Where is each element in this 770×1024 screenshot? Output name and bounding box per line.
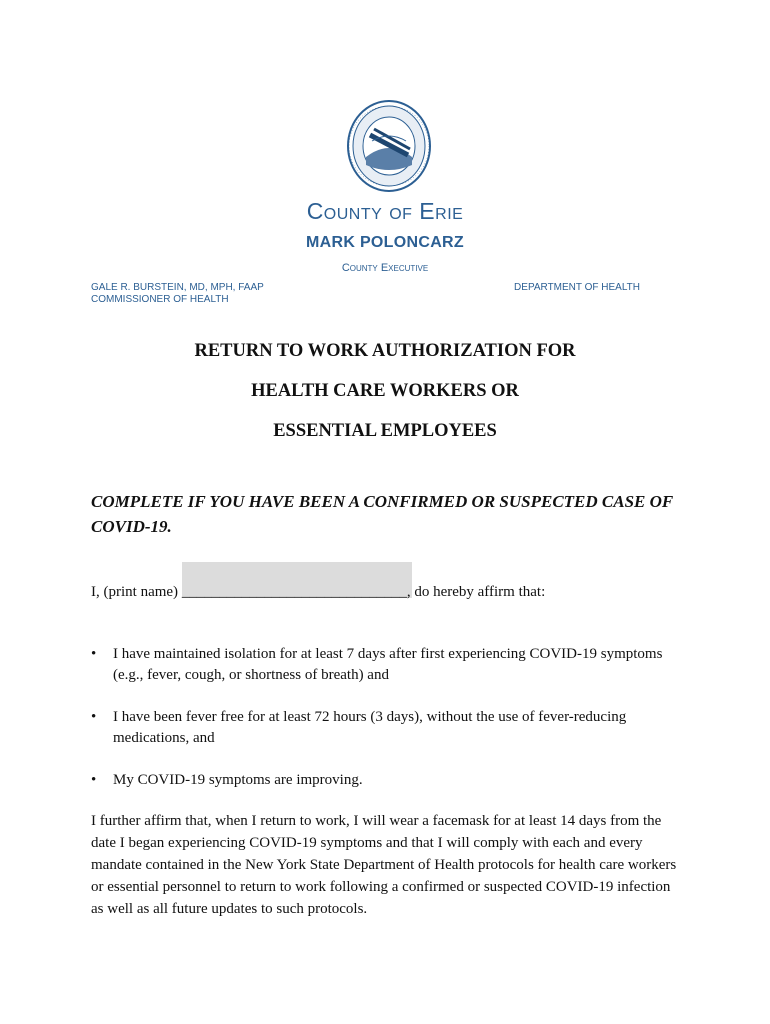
list-item-text: I have maintained isolation for at least 7 days after first experiencing COVID-19 symptoms (e.g., fever, cough, or shortness of breath) and [113, 646, 663, 683]
commissioner-title: COMMISSIONER OF HEALTH [91, 294, 229, 305]
print-name-underline: ______________________________ [181, 584, 407, 600]
list-item-text: My COVID-19 symptoms are improving. [113, 772, 363, 788]
commissioner-name: GALE R. BURSTEIN, MD, MPH, FAAP [91, 282, 264, 293]
list-item [91, 707, 681, 749]
bullet-icon: • [91, 772, 97, 788]
county-seal-icon [346, 99, 432, 193]
commissioner-block [91, 282, 264, 306]
list-item [91, 644, 681, 686]
county-name: County of Erie [306, 198, 464, 224]
list-item [91, 770, 681, 791]
print-name-suffix: , do hereby affirm that: [406, 584, 546, 600]
bullet-icon: • [91, 709, 97, 725]
form-notice: COMPLETE IF YOU HAVE BEEN A CONFIRMED OR SUSPECTED CASE OF COVID-19. [91, 492, 673, 536]
print-name-line [91, 584, 545, 601]
list-item-text: I have been fever free for at least 72 hours (3 days), without the use of fever-reducing medications, and [113, 709, 627, 746]
affirmation-list [91, 644, 681, 812]
print-name-prefix: I, (print name) [91, 584, 182, 600]
form-title-line2: HEALTH CARE WORKERS OR [251, 381, 519, 401]
form-title-line3: ESSENTIAL EMPLOYEES [273, 421, 497, 441]
bullet-icon: • [91, 646, 97, 662]
form-title-line1: RETURN TO WORK AUTHORIZATION FOR [194, 341, 576, 361]
department-name: DEPARTMENT OF HEALTH [514, 282, 640, 293]
executive-title: County Executive [341, 262, 429, 274]
executive-name: MARK POLONCARZ [306, 234, 464, 251]
affirmation-paragraph: I further affirm that, when I return to work, I will wear a facemask for at least 14 days from the date I began experiencing COVID-19 symptoms and that I will comply with each and every mandate contained in the New York State Department of Health protocols for health care workers or essential personnel to return to work following a confirmed or suspected COVID-19 infection as well as all future updates to such protocols. [91, 813, 677, 917]
